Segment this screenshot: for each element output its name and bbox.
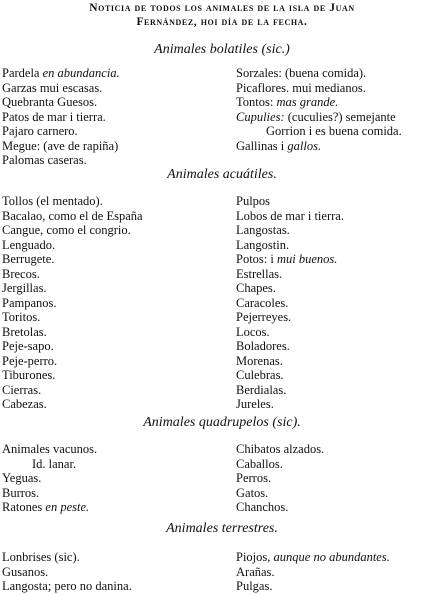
list-item: [236, 565, 390, 580]
list-item: [236, 457, 324, 472]
item-text: Cangue, como el congrio.: [2, 223, 131, 237]
section-left-column: [2, 194, 143, 412]
section-left-column: [2, 442, 97, 515]
item-text: Yeguas.: [2, 471, 42, 485]
section-left-column: [2, 66, 120, 168]
list-item: [236, 550, 390, 565]
list-item: [2, 267, 143, 282]
item-text: Gatos.: [236, 485, 269, 500]
item-text: Boladores.: [236, 339, 290, 353]
list-item: [2, 252, 143, 267]
item-text: Pulgas.: [236, 579, 273, 593]
item-text: Caballos.: [236, 456, 283, 471]
item-text: Morenas.: [236, 353, 283, 368]
list-item: [2, 223, 143, 238]
item-text: Pampanos.: [2, 295, 57, 310]
item-text: Locos.: [236, 324, 270, 339]
list-item: [2, 81, 120, 96]
list-item: [2, 383, 143, 398]
item-italic-text: mas grande.: [276, 95, 339, 109]
list-item: [236, 296, 344, 311]
section-heading: Animales terrestres.: [166, 521, 278, 536]
list-item: [236, 325, 344, 340]
item-text: Tontos:: [236, 95, 277, 109]
item-text: Culebras.: [236, 368, 284, 382]
section-heading: Animales bolatiles (sic.): [154, 42, 290, 57]
item-text: Peje-perro.: [2, 353, 58, 368]
list-item: [2, 139, 120, 154]
list-item: [2, 339, 143, 354]
list-item: [2, 124, 120, 139]
item-italic-text: Cupulies:: [236, 109, 285, 124]
item-text: Megue: (ave de rapiña): [2, 138, 119, 153]
item-text: Animales vacunos.: [2, 442, 98, 456]
item-text: Peje-sapo.: [2, 339, 54, 353]
item-text: (cuculies?) semejante: [284, 109, 396, 124]
section-heading: Animales quadrupelos (sic).: [143, 415, 301, 430]
item-text: Gallinas i: [236, 138, 288, 153]
item-italic-text: en abundancia.: [42, 66, 120, 80]
list-item: [236, 66, 402, 81]
list-item: [236, 223, 344, 238]
item-text: Caracoles.: [236, 295, 289, 310]
section-left-column: [2, 550, 132, 594]
item-text: Berdialas.: [236, 382, 287, 397]
list-item: [2, 110, 120, 125]
list-item: [236, 486, 324, 501]
item-text: Jureles.: [236, 397, 274, 411]
item-text: Toritos.: [2, 310, 41, 324]
list-item: [2, 296, 143, 311]
list-item: [236, 579, 390, 594]
list-item: [2, 457, 97, 472]
item-text: Potos: i: [236, 252, 277, 266]
item-text: Ratones: [2, 500, 46, 514]
list-item: [2, 486, 97, 501]
list-item: [236, 209, 344, 224]
section-right-column: [236, 550, 390, 594]
item-text: Chanchos.: [236, 500, 289, 514]
item-italic-text: aunque no abundantes.: [273, 550, 390, 564]
section-right-column: [236, 442, 324, 515]
list-item: [2, 153, 120, 168]
list-item: [236, 471, 324, 486]
list-item: [2, 565, 132, 580]
list-item: [236, 368, 344, 383]
item-text: Bretolas.: [2, 324, 47, 339]
item-text: Quebranta Guesos.: [2, 95, 98, 109]
section-heading: Animales acuátiles.: [167, 167, 277, 182]
list-item: [2, 281, 143, 296]
document-title-line-1: Noticia de todos los animales de la isla de Juan: [89, 2, 355, 14]
item-text: Burros.: [2, 485, 40, 500]
item-text: Pajaro carnero.: [2, 124, 78, 138]
list-item: [236, 139, 402, 154]
item-text: Pulpos: [236, 194, 271, 208]
list-item: [236, 95, 402, 110]
list-item: [2, 368, 143, 383]
document-title-line-2: Fernández, hoi día de la fecha.: [136, 16, 308, 28]
item-text: Lonbrises (sic).: [2, 550, 80, 564]
item-text: Arañas.: [236, 564, 275, 579]
item-text: Piojos,: [236, 550, 274, 564]
item-text: Garzas mui escasas.: [2, 80, 103, 95]
item-text: Gusanos.: [2, 564, 49, 579]
item-italic-text: mui buenos.: [277, 252, 338, 266]
list-item: [2, 66, 120, 81]
list-item: [2, 209, 143, 224]
item-text: Lenguado.: [2, 237, 56, 252]
item-text: Picaflores. mui medianos.: [236, 80, 366, 95]
list-item: [236, 194, 344, 209]
list-item: [236, 397, 344, 412]
list-item: [2, 579, 132, 594]
list-item: [236, 252, 344, 267]
item-text: Langosta; pero no danina.: [2, 579, 132, 593]
list-item: [236, 281, 344, 296]
list-item: [2, 550, 132, 565]
list-item: [2, 354, 143, 369]
item-text: Id. lanar.: [32, 456, 77, 471]
item-text: Berrugete.: [2, 252, 55, 266]
item-text: Langostin.: [236, 237, 290, 252]
list-item: [2, 442, 97, 457]
item-text: Bacalao, como el de España: [2, 208, 143, 223]
section-right-column: [236, 194, 344, 412]
item-text: Pardela: [2, 66, 43, 80]
item-text: Cierras.: [2, 382, 42, 397]
item-text: Pejerreyes.: [236, 310, 292, 324]
list-item: [236, 310, 344, 325]
list-item: [2, 194, 143, 209]
list-item: [2, 95, 120, 110]
item-text: Palomas caseras.: [2, 153, 87, 167]
list-item: [236, 81, 402, 96]
list-item: [2, 397, 143, 412]
list-item: [236, 238, 344, 253]
list-item: [2, 310, 143, 325]
list-item: [236, 339, 344, 354]
item-text: Perros.: [236, 471, 272, 485]
item-text: Gorrion i es buena comida.: [266, 124, 402, 138]
item-text: Jergillas.: [2, 281, 47, 295]
item-text: Chibatos alzados.: [236, 442, 325, 456]
item-text: Brecos.: [2, 266, 40, 281]
item-text: Tiburones.: [2, 368, 56, 382]
list-item: [236, 124, 402, 139]
item-text: Cabezas.: [2, 397, 47, 411]
list-item: [2, 500, 97, 515]
item-text: Sorzales: (buena comida).: [236, 66, 367, 80]
list-item: [236, 442, 324, 457]
item-italic-text: en peste.: [45, 500, 90, 514]
item-text: Patos de mar i tierra.: [2, 109, 106, 124]
item-text: Estrellas.: [236, 266, 283, 281]
list-item: [2, 238, 143, 253]
list-item: [2, 325, 143, 340]
section-right-column: [236, 66, 402, 153]
item-text: Chapes.: [236, 281, 276, 295]
list-item: [236, 354, 344, 369]
list-item: [236, 500, 324, 515]
item-text: Tollos (el mentado).: [2, 194, 103, 208]
item-text: Lobos de mar i tierra.: [236, 208, 344, 223]
list-item: [236, 383, 344, 398]
item-text: Langostas.: [236, 223, 290, 237]
item-italic-text: gallos.: [287, 138, 322, 153]
list-item: [236, 267, 344, 282]
list-item: [236, 110, 402, 125]
list-item: [2, 471, 97, 486]
